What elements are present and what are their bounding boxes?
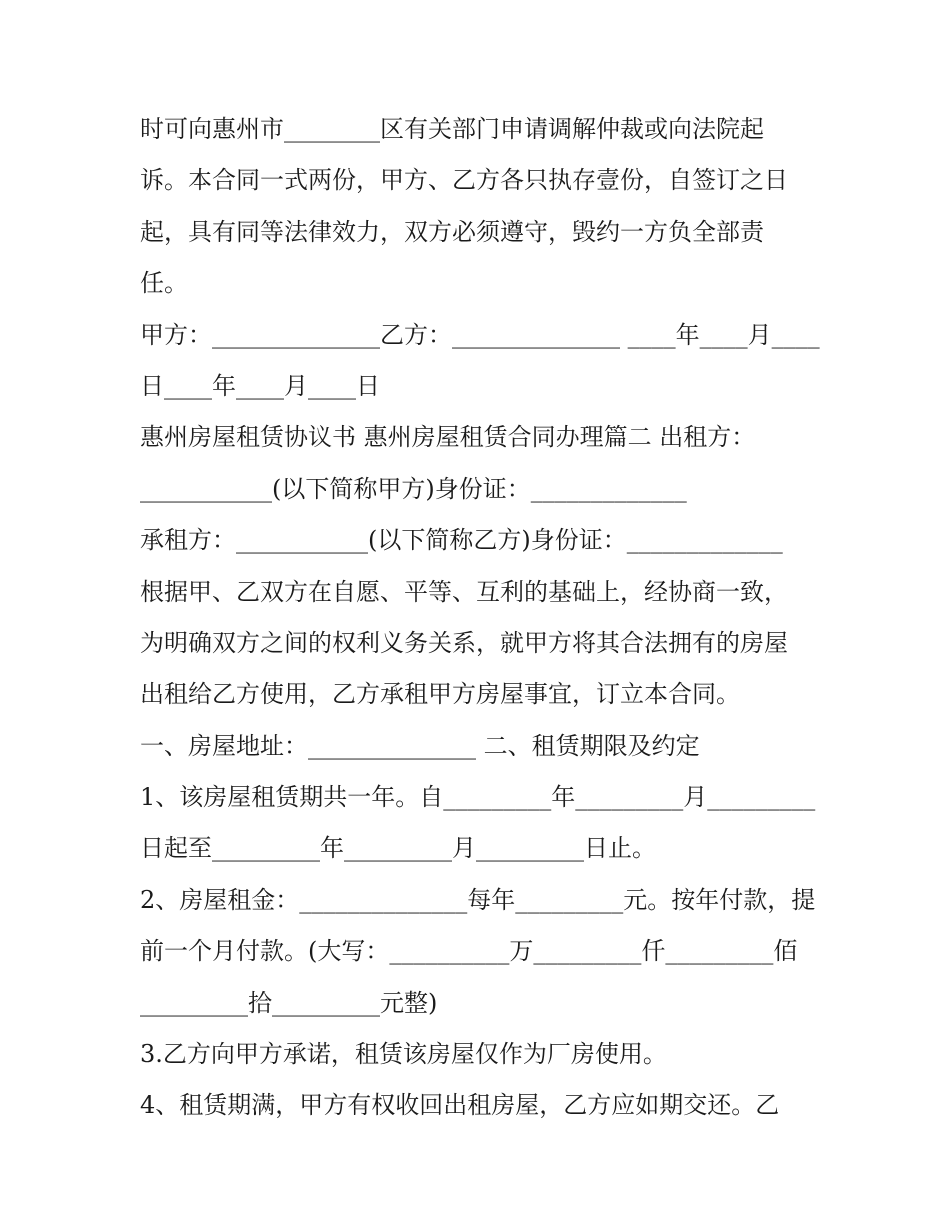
signature-line: 甲方：______________乙方：______________ ____年____月____	[140, 320, 820, 349]
lessee-line: 承租方：___________(以下简称乙方)身份证：_____________	[140, 526, 783, 555]
lessor-id-line: ___________(以下简称甲方)身份证：_____________	[140, 474, 687, 503]
date-line: 日____年____月____日	[140, 371, 380, 400]
text-line: 出租给乙方使用，乙方承租甲方房屋事宜，订立本合同。	[140, 680, 740, 709]
clause-address-line: 一、房屋地址：______________ 二、租赁期限及约定	[140, 731, 700, 760]
text-line: 为明确双方之间的权利义务关系，就甲方将其合法拥有的房屋	[140, 628, 788, 657]
clause-rent-line: 2、房屋租金：______________每年_________元。按年付款，提	[140, 885, 816, 914]
text-line: 诉。本合同一式两份，甲方、乙方各只执存壹份，自签订之日	[140, 166, 788, 195]
clause-expiry-line: 4、租赁期满，甲方有权收回出租房屋，乙方应如期交还。乙	[140, 1091, 780, 1120]
section-heading-line: 惠州房屋租赁协议书 惠州房屋租赁合同办理篇二 出租方：	[140, 423, 756, 452]
contract-text	[140, 104, 820, 1132]
clause-term-line: 日起至_________年_________月_________日止。	[140, 834, 656, 863]
clause-rent-line: 前一个月付款。(大写：__________万_________仟_________佰	[140, 937, 798, 966]
text-line: 时可向惠州市________区有关部门申请调解仲裁或向法院起	[140, 115, 764, 143]
clause-rent-line: _________拾_________元整)	[140, 988, 438, 1017]
clause-use-line: 3.乙方向甲方承诺，租赁该房屋仅作为厂房使用。	[140, 1040, 667, 1069]
text-line: 根据甲、乙双方在自愿、平等、互利的基础上，经协商一致，	[140, 577, 788, 606]
text-line: 起，具有同等法律效力，双方必须遵守，毁约一方负全部责	[140, 217, 764, 246]
text-line: 任。	[140, 269, 188, 298]
clause-term-line: 1、该房屋租赁期共一年。自_________年_________月_________	[140, 783, 816, 812]
